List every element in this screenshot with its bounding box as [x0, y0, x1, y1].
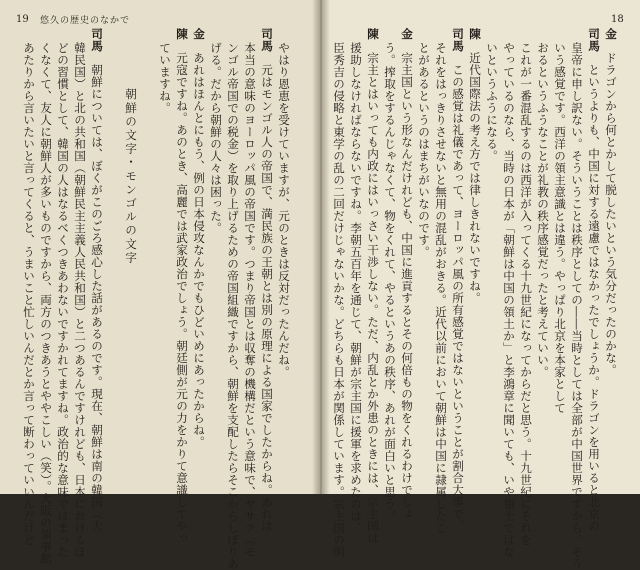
- right-page: [321, 0, 640, 570]
- text-line: いう感覚です。西洋の領主意識とは違う。やっぱり北京を本家として: [553, 42, 567, 414]
- speaker-label: 司馬: [451, 28, 465, 52]
- left-page-text: [22, 28, 292, 570]
- speaker-label: 陳: [175, 28, 189, 40]
- line-text: 元寇ですね。あのとき、高麗では武家政治でしょう。朝廷側が元の力をかりて意識してやっ: [175, 52, 189, 544]
- line-text: 近代国際法の考え方では律しきれないですね。: [468, 52, 482, 304]
- text-line: ていますね。: [158, 42, 172, 114]
- text-line: やはり恩恵を受けていますが、元のときは反対だったんだね。: [277, 42, 291, 378]
- line-text: 元はモンゴル人の帝国で、満民族の王朝とは別の原理による国家でしたからね。あれは: [260, 64, 274, 532]
- text-line: [602, 28, 619, 468]
- text-line: 援助しなければならないですね。李朝五百年を通じて、朝鮮が宗主国に援軍を求めたのは、: [349, 42, 363, 534]
- text-line: いというふうになる。: [485, 42, 499, 162]
- text-line: 本当の意味のヨーロッパ風の帝国です。つまり帝国とは収奪の機構だという意味で、ヤサク（モ: [243, 42, 257, 558]
- line-text: 朝鮮については、ぼくがこのごろ感心した話があるのです。現在、朝鮮は南の韓国（大: [90, 64, 104, 532]
- line-text: あれはほんとにもう、例の日本侵攻なんかでもひどいめにあったからね。: [192, 52, 206, 448]
- book-gutter: [312, 0, 330, 494]
- text-line: これが一番混乱するのは西洋が入ってくる十九世紀になってからだと思う。十九世紀にそれを: [519, 42, 533, 546]
- text-line: とがあるというのはまちがいなのです。: [417, 42, 431, 258]
- text-line: げる。だから朝鮮の人々は困った。: [209, 42, 223, 234]
- text-line: 皇帝に申し訳ない。そういうことは秩序としての――当時としては全部が中国世界ですから、そう: [570, 42, 584, 570]
- text-line: どの習慣として、韓国の人はなるべくつきあわないですかれてますね。政治的な意味ではまった: [56, 42, 70, 558]
- text-line: [466, 28, 483, 468]
- line-text: 宗主とはいっても内政にはいっさい干渉しない。ただ、内乱とか外患のときには、宗主国は: [366, 52, 380, 544]
- text-line: [364, 28, 381, 544]
- text-line: [173, 28, 190, 544]
- text-line: [190, 28, 207, 468]
- text-line: ンゴル帝国での税金）を取り上げるための帝国組織ですから、朝鮮を支配したらそこからしぼりあ: [226, 42, 240, 570]
- line-text: 宗主国という形なんだけれども、中国に進貢するとその何倍もの物をくれるわけでしょ: [400, 52, 414, 520]
- section-heading: 朝鮮の文字・モンゴルの文字: [124, 88, 138, 265]
- text-line: [139, 28, 156, 468]
- text-line: [88, 28, 105, 532]
- speaker-label: 金: [192, 28, 206, 40]
- page-number: 18: [611, 14, 624, 25]
- text-line: 臣秀吉の侵略と東学の乱の二回だけじゃないかな。どちらも日本が関係しています。宗主国の明: [332, 42, 346, 558]
- text-line: [105, 28, 122, 468]
- speaker-label: 司馬: [587, 28, 601, 52]
- text-line: [258, 28, 275, 532]
- speaker-label: 陳: [468, 28, 482, 40]
- right-page-text: [332, 28, 619, 570]
- text-line: おるというふうなことが礼教の秩序感覚だったと考えていい。: [536, 42, 550, 378]
- line-text: というよりも、中国に対する遠慮ではなかったでしょうか。ドラゴンを用いると北京の: [587, 64, 601, 532]
- text-line: くなくて、友人に朝鮮人が多いものですから、両方のつきあうとややこしい（笑）。大阪の領事館: [39, 42, 53, 565]
- line-text: この感覚は礼儀であって、ヨーロッパ風の所有感覚ではないということが割合大事で、: [451, 64, 465, 532]
- left-page: [0, 0, 319, 570]
- text-line: う。搾取をするんじゃなくて、物をくれて、やるというあの秩序、あれが面白いと思う。: [383, 42, 397, 522]
- page-number: 19: [16, 14, 29, 25]
- line-text: ドラゴンから何とかして脱したいという気分だったのかな。: [604, 52, 618, 376]
- text-line: それをはっきりさせないと無用の混乱がおきる。近代以前において朝鮮は中国に隷属したこ: [434, 42, 448, 534]
- text-line: あたりから言いたいと言ってくると、うまいこと忙しいんだとか言って断わっていいんだけど: [22, 42, 36, 546]
- text-line: [398, 28, 415, 520]
- speaker-label: 陳: [366, 28, 380, 40]
- speaker-label: 司馬: [90, 28, 104, 52]
- speaker-label: 金: [400, 28, 414, 40]
- text-line: [585, 28, 602, 532]
- text-line: 韓民国）と北の共和国（朝鮮民主主義人民共和国）と二つあるんですけれども、日本におけるほ: [73, 42, 87, 558]
- text-line: [449, 28, 466, 532]
- text-line: やっているのなら、当時の日本が「朝鮮は中国の領土か」と李鴻章に聞いても、いや領土ではな: [502, 42, 516, 558]
- speaker-label: 金: [604, 28, 618, 40]
- speaker-label: 司馬: [260, 28, 274, 52]
- running-head: 悠久の歴史のなかで: [40, 16, 131, 26]
